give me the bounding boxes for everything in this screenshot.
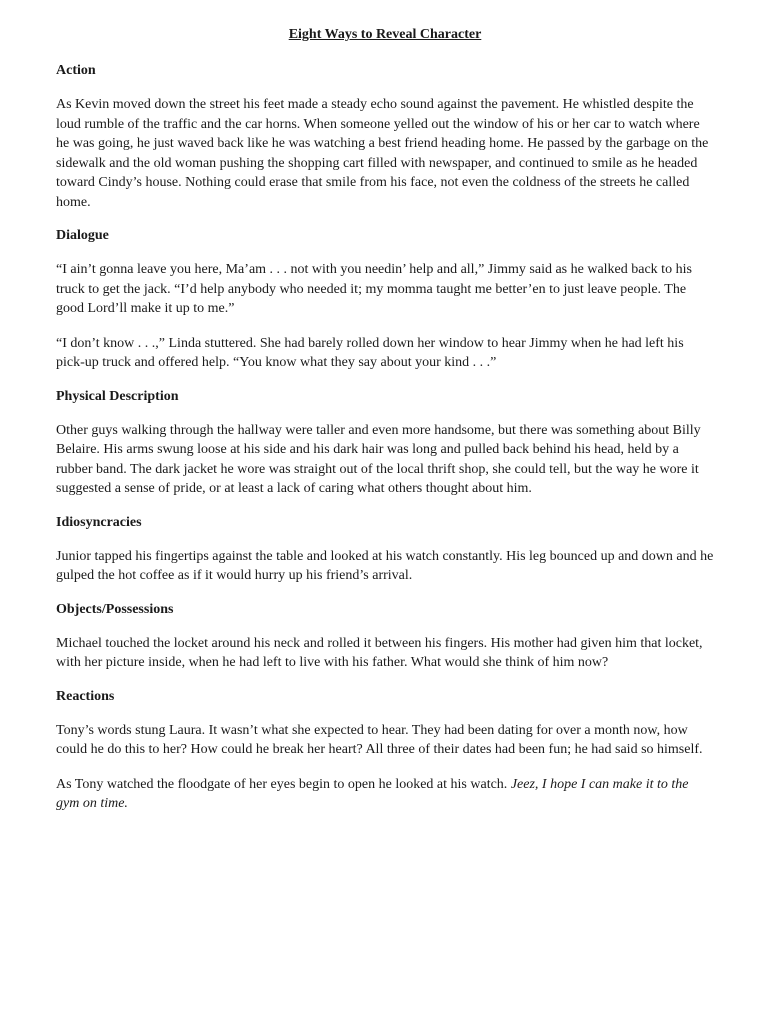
paragraph-reactions-1: Tony’s words stung Laura. It wasn’t what she expected to hear. They had been dating for over a month now, how could he do this to her? How could he break her heart? All three of their dates had been fun; he had said so himself. (56, 722, 703, 757)
heading-action: Action (56, 63, 96, 78)
paragraph-dialogue-2: “I don’t know . . .,” Linda stuttered. She had barely rolled down her window to hear Jimmy when he had left his pick-up truck and offered help. “You know what they say about your kind . . .” (56, 335, 684, 370)
heading-physical-description: Physical Description (56, 388, 179, 404)
heading-objects-possessions: Objects/Possessions (56, 601, 174, 617)
paragraph-reactions-2-italic-thought: Jeez, I hope I can make it to the gym on time. (56, 776, 689, 811)
document-title: Eight Ways to Reveal Character (288, 27, 482, 42)
heading-idiosyncracies: Idiosyncracies (56, 514, 142, 530)
paragraph-objects-possessions: Michael touched the locket around his neck and rolled it between his fingers. His mother had given him that locket, with her picture inside, when he had left to live with his father. What would she think of him now? (56, 635, 703, 670)
paragraph-physical-description: Other guys walking through the hallway were taller and even more handsome, but there was something about Billy Belaire. His arms swung loose at his side and his dark hair was long and pulled back behind his head, held by a rubber band. The dark jacket he wore was straight out of the local thrift shop, she could tell, but the way he wore it suggested a sense of pride, or at least a lack of caring what others thought about him. (56, 422, 701, 496)
heading-reactions: Reactions (56, 688, 115, 704)
paragraph-reactions-2-text: As Tony watched the floodgate of her eyes begin to open he looked at his watch. (56, 776, 511, 792)
paragraph-reactions-2 (56, 775, 714, 814)
paragraph-action: As Kevin moved down the street his feet made a steady echo sound against the pavement. He whistled despite the loud rumble of the traffic and the car horns. When someone yelled out the window of his or her car to watch where he was going, he just waved back like he was watching a best friend heading home. He passed by the garbage on the sidewalk and the old woman pushing the shopping cart filled with newspaper, and continued to smile as he headed toward Cindy’s house. Nothing could erase that smile from his face, not even the coldness of the streets he called home. (56, 97, 709, 210)
document-page (56, 26, 714, 829)
heading-dialogue: Dialogue (56, 228, 109, 243)
paragraph-idiosyncracies: Junior tapped his fingertips against the table and looked at his watch constantly. His leg bounced up and down and he gulped the hot coffee as if it would hurry up his friend’s arrival. (56, 548, 714, 583)
paragraph-dialogue-1: “I ain’t gonna leave you here, Ma’am . . . not with you needin’ help and all,” Jimmy said as he walked back to his truck to get the jack. “I’d help anybody who needed it; my momma taught me better’en to just leave people. The good Lord’ll make it up to me.” (56, 262, 692, 316)
